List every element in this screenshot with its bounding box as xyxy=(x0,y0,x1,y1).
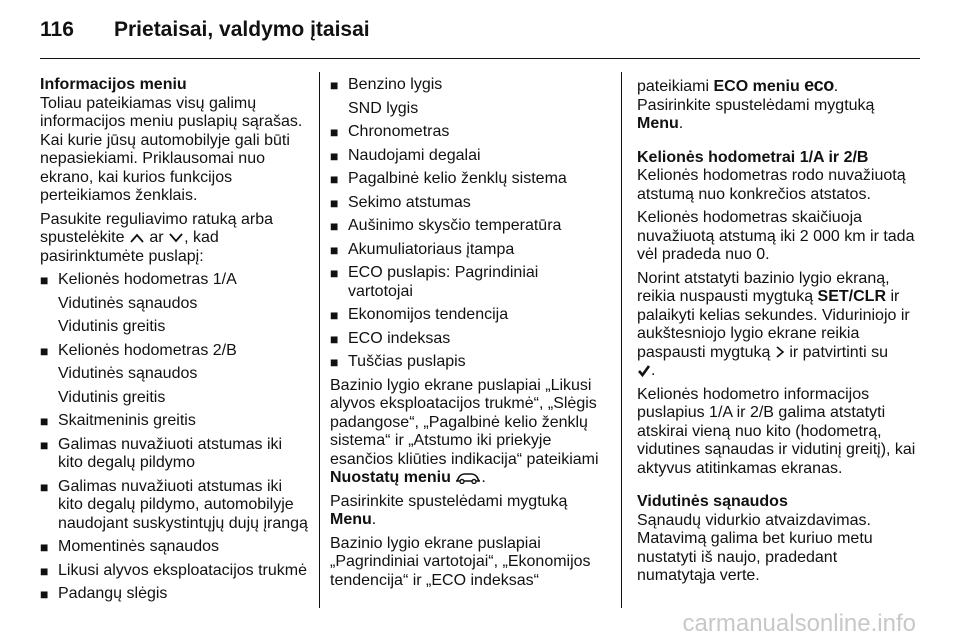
car-settings-icon xyxy=(455,472,481,484)
column-divider-2 xyxy=(621,72,622,608)
list-item: ■ Akumuliatoriaus įtampa xyxy=(330,241,605,260)
paragraph: pateikiami ECO meniu eco. xyxy=(637,75,839,95)
column-divider-1 xyxy=(319,72,320,608)
list-item: ■ Galimas nuvažiuoti atstumas iki kito degalų pildymo xyxy=(40,436,308,473)
column-2 xyxy=(330,76,605,595)
list-item: ■ Skaitmeninis greitis xyxy=(40,412,308,431)
list-item: ■ Kelionės hodometras 1/A xyxy=(40,271,308,290)
list-item: ■ Naudojami degalai xyxy=(330,147,605,166)
chevron-up-icon xyxy=(129,232,145,244)
list-item: SND lygis xyxy=(348,99,419,117)
menu-button-label: Menu xyxy=(637,115,679,132)
page-list xyxy=(330,76,605,372)
eco-icon: eco xyxy=(804,75,834,95)
list-item: Vidutinės sąnaudos xyxy=(58,365,198,382)
list-item: ■ Ekonomijos tendencija xyxy=(330,306,605,325)
paragraph: Sąnaudų vidurkio atvaizdavimas. Matavimą galima bet kuriuo metu nustatyti iš naujo, pradedant numatytąja verte. xyxy=(637,511,873,584)
section-heading-average-consumption: Vidutinės sąnaudos xyxy=(637,493,788,510)
checkmark-icon xyxy=(637,364,651,378)
paragraph: Norint atstatyti bazinio lygio ekraną, reikia nuspausti mygtuką SET/CLR ir palaikyti kelias sekundes. Viduriniojo ir aukštesniojo lygio ekrane reikia paspausti mygtuką ir patvirtinti su . xyxy=(637,269,910,379)
page-header xyxy=(40,18,370,42)
list-item: ■ Benzino lygis xyxy=(330,76,605,95)
list-item: Vidutinės sąnaudos xyxy=(58,294,198,312)
list-item: ■ Padangų slėgis xyxy=(40,585,308,604)
list-item: Vidutinis greitis xyxy=(58,318,166,335)
chevron-right-icon xyxy=(775,345,785,359)
list-item: ■ Galimas nuvažiuoti atstumas iki kito degalų pildymo, automobilyje naudojant suskystintųjų dujų įrangą xyxy=(40,478,308,534)
paragraph: Pasirinkite spustelėdami mygtuką Menu. xyxy=(330,492,568,528)
list-item: ■ Likusi alyvos eksploatacijos trukmė xyxy=(40,562,308,581)
header-rule xyxy=(40,58,920,59)
paragraph: Pasirinkite spustelėdami mygtuką Menu. xyxy=(637,96,875,132)
paragraph: Bazinio lygio ekrane puslapiai „Likusi alyvos eksploatacijos trukmė“, „Slėgis padangose“, „Pagalbinė kelio ženklų sistema“ ir „Atstumo iki priekyje esančios kliūties indikacija“ pateikiami Nuostatų meniu . xyxy=(330,376,599,486)
list-item: ■ Kelionės hodometras 2/B xyxy=(40,342,308,361)
page-number: 116 xyxy=(40,18,74,41)
section-heading-info-menu: Informacijos meniu xyxy=(40,76,187,93)
paragraph: Pasukite reguliavimo ratuką arba spustelėkite ar , kad pasirinktumėte puslapį: xyxy=(40,210,274,265)
page-list xyxy=(40,271,308,604)
list-item: ■ Chronometras xyxy=(330,123,605,142)
watermark: carmanualsonline.info xyxy=(682,610,916,637)
paragraph: Toliau pateikiamas visų galimų informacijos meniu puslapių sąrašas. Kai kurie jūsų automobilyje gali būti nepasiekiami. Priklausomai nuo ekrano, kai kurios funkcijos perteikiamos ženklais. xyxy=(40,94,303,204)
list-item: ■ ECO indeksas xyxy=(330,330,605,349)
menu-button-label: Menu xyxy=(330,511,372,528)
list-item: ■ Sekimo atstumas xyxy=(330,194,605,213)
paragraph: Kelionės hodometras skaičiuoja nuvažiuotą atstumą iki 2 000 km ir tada vėl pradeda nuo 0. xyxy=(637,209,915,263)
list-item: ■ ECO puslapis: Pagrindiniai vartotojai xyxy=(330,264,605,301)
page-title: Prietaisai, valdymo įtaisai xyxy=(114,18,370,41)
paragraph: Kelionės hodometras rodo nuvažiuotą atstumą nuo konkrečios atstatos. xyxy=(637,167,906,203)
paragraph: Bazinio lygio ekrane puslapiai „Pagrindiniai vartotojai“, „Ekonomijos tendencija“ ir „ECO indeksas“ xyxy=(330,534,591,589)
paragraph: Kelionės hodometro informacijos puslapius 1/A ir 2/B galima atstatyti atskirai vieną nuo kito (hodometrą, vidutines sąnaudas ir vidutinį greitį), kai aktyvus atitinkamas ekranas. xyxy=(637,385,916,477)
section-heading-trip-odometers: Kelionės hodometrai 1/A ir 2/B xyxy=(637,148,869,166)
list-item: ■ Pagalbinė kelio ženklų sistema xyxy=(330,170,605,189)
set-clr-button-label: SET/CLR xyxy=(817,288,886,305)
column-1 xyxy=(40,76,308,609)
list-item: ■ Aušinimo skysčio temperatūra xyxy=(330,217,605,236)
list-item: Vidutinis greitis xyxy=(58,388,166,406)
list-item: ■ Tuščias puslapis xyxy=(330,353,605,372)
chevron-down-icon xyxy=(168,232,184,244)
list-item: ■ Momentinės sąnaudos xyxy=(40,538,308,557)
column-3 xyxy=(637,76,919,591)
